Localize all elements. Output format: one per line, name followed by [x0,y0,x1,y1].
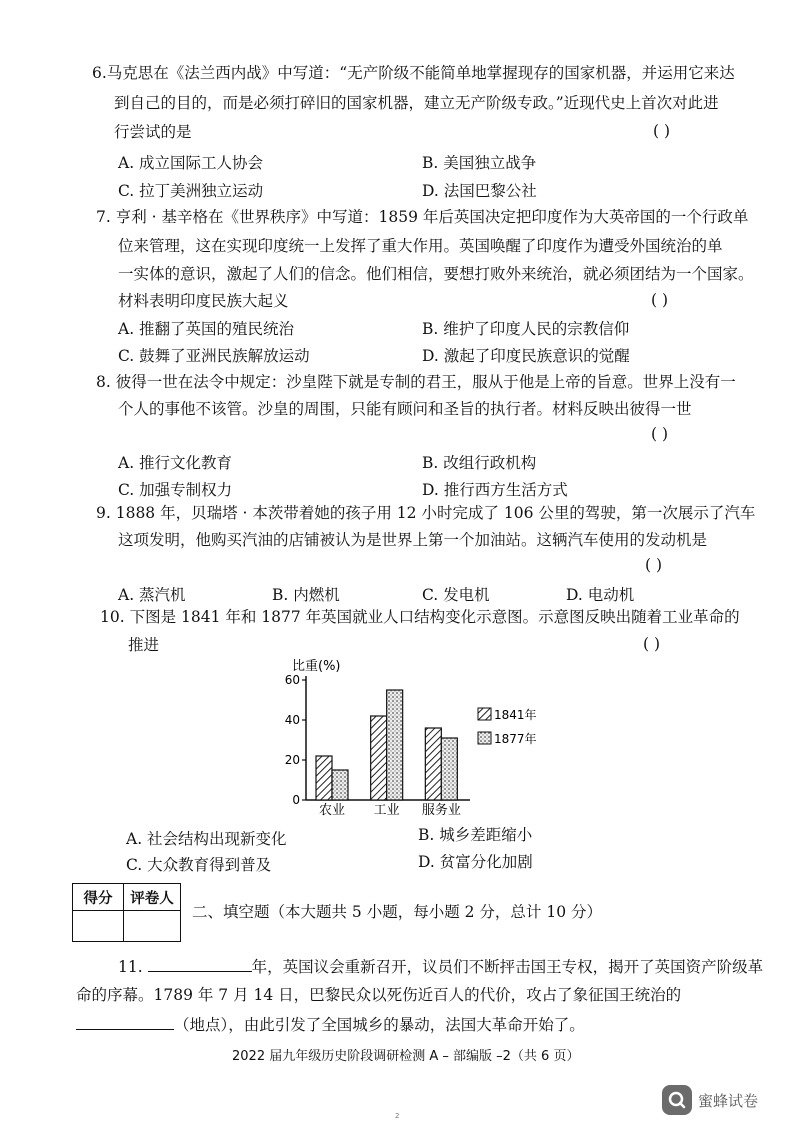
page-mark: 2 [395,1112,400,1120]
q11-blank-location[interactable] [76,1013,174,1030]
q7-option-a: A. 推翻了英国的殖民统治 [118,320,295,338]
bar-服务业-1877年 [441,738,457,800]
q7-option-d: D. 激起了印度民族意识的觉醒 [422,347,630,365]
q8-option-b: B. 改组行政机构 [422,454,537,472]
score-table [72,883,181,942]
q10-option-b: B. 城乡差距缩小 [418,826,533,844]
watermark-text: 蜜蜂试卷 [698,1091,759,1110]
q6-answer-parens: ( ) [653,122,671,140]
grader-header: 评卷人 [124,884,181,911]
x-tick-label-0: 农业 [318,803,346,818]
score-cell[interactable] [73,911,124,942]
q10-line-1: 10. 下图是 1841 年和 1877 年英国就业人口结构变化示意图。示意图反映出随着工业革命的 [100,608,740,626]
bar-农业-1841年 [316,756,332,800]
q6-option-c: C. 拉丁美洲独立运动 [118,182,264,200]
q8-line-2: 个人的事他不该管。沙皇的周围，只能有顾问和圣旨的执行者。材料反映出彼得一世 [118,400,692,418]
bar-服务业-1841年 [425,728,441,800]
q7-line-4: 材料表明印度民族大起义 [118,292,289,310]
q7-line-3: 一实体的意识，激起了人们的信念。他们相信，要想打败外来统治，就必须团结为一个国家。 [118,265,754,283]
q8-option-a: A. 推行文化教育 [118,454,233,472]
q9-option-d: D. 电动机 [566,586,635,604]
q7-option-b: B. 维护了印度人民的宗教信仰 [422,320,630,338]
q6-option-b: B. 美国独立战争 [422,154,537,172]
q8-option-d: D. 推行西方生活方式 [422,481,568,499]
q9-option-a: A. 蒸汽机 [118,586,186,604]
page-footer: 2022 届九年级历史阶段调研检测 A – 部编版 –2（共 6 页） [232,1049,580,1064]
y-axis-label: 比重(%) [292,659,341,674]
q7-line-2: 位来管理，这在实现印度统一上发挥了重大作用。英国唤醒了印度作为遭受外国统治的单 [118,237,723,255]
score-header: 得分 [73,884,124,911]
q8-line-1: 8. 彼得一世在法令中规定：沙皇陛下就是专制的君王，服从于他是上帝的旨意。世界上没有一 [96,373,736,391]
q10-option-c: C. 大众教育得到普及 [126,856,272,874]
watermark-logo-icon [662,1085,692,1115]
q6-line-2: 到自己的目的，而是必须打碎旧的国家机器，建立无产阶级专政。”近现代史上首次对此进 [114,94,719,112]
grader-cell[interactable] [124,911,181,942]
bar-工业-1841年 [371,716,387,800]
y-tick-label-0: 0 [292,793,300,807]
q6-line-1: 6.马克思在《法兰西内战》中写道：“无产阶级不能简单地掌握现存的国家机器，并运用它来达 [92,64,735,82]
bar-农业-1877年 [332,770,348,800]
q9-line-1: 9. 1888 年，贝瑞塔 · 本茨带着她的孩子用 12 小时完成了 106 公里的驾驶，第一次展示了汽车 [96,504,756,522]
q8-answer-parens: ( ) [651,425,669,443]
q11-line-3 [76,1013,585,1035]
q10-answer-parens: ( ) [643,635,661,653]
legend-label-0: 1841年 [494,708,537,722]
q6-option-d: D. 法国巴黎公社 [422,182,537,200]
watermark [662,1085,758,1115]
section-2-heading: 二、填空题（本大题共 5 小题，每小题 2 分，总计 10 分） [192,903,603,921]
q11-text-3: （地点），由此引发了全国城乡的暴动，法国大革命开始了。 [174,1016,585,1034]
x-tick-label-1: 工业 [373,803,400,818]
employment-structure-chart [280,656,540,821]
q11-line-1 [118,955,763,977]
bar-chart-svg [280,656,540,821]
q10-option-d: D. 贫富分化加剧 [418,853,533,871]
legend-label-1: 1877年 [494,732,537,746]
q6-line-3: 行尝试的是 [114,123,192,141]
q11-number: 11. [118,958,143,976]
q9-answer-parens: ( ) [645,556,663,574]
q11-blank-year[interactable] [148,955,252,972]
q11-text-1: 年，英国议会重新召开，议员们不断抨击国王专权，揭开了英国资产阶级革 [251,958,764,976]
legend-swatch-0 [478,708,491,720]
q9-line-2: 这项发明，他购买汽油的店铺被认为是世界上第一个加油站。这辆汽车使用的发动机是 [118,531,708,549]
q11-line-2: 命的序幕。1789 年 7 月 14 日，巴黎民众以死伤近百人的代价，攻占了象征国王统治的 [76,986,682,1004]
q10-option-a: A. 社会结构出现新变化 [126,830,287,848]
y-tick-label-3: 60 [284,673,300,687]
q6-option-a: A. 成立国际工人协会 [118,154,264,172]
q10-line-2: 推进 [128,636,160,654]
x-tick-label-2: 服务业 [421,803,461,818]
q8-option-c: C. 加强专制权力 [118,481,233,499]
y-tick-label-1: 20 [284,753,300,767]
bar-工业-1877年 [387,690,403,800]
legend-swatch-1 [478,732,491,744]
q7-answer-parens: ( ) [651,291,669,309]
q9-option-c: C. 发电机 [422,586,490,604]
q7-option-c: C. 鼓舞了亚洲民族解放运动 [118,347,310,365]
y-tick-label-2: 40 [284,713,300,727]
q7-line-1: 7. 亨利 · 基辛格在《世界秩序》中写道：1859 年后英国决定把印度作为大英帝国的一个行政单 [96,208,749,226]
q9-option-b: B. 内燃机 [272,586,340,604]
